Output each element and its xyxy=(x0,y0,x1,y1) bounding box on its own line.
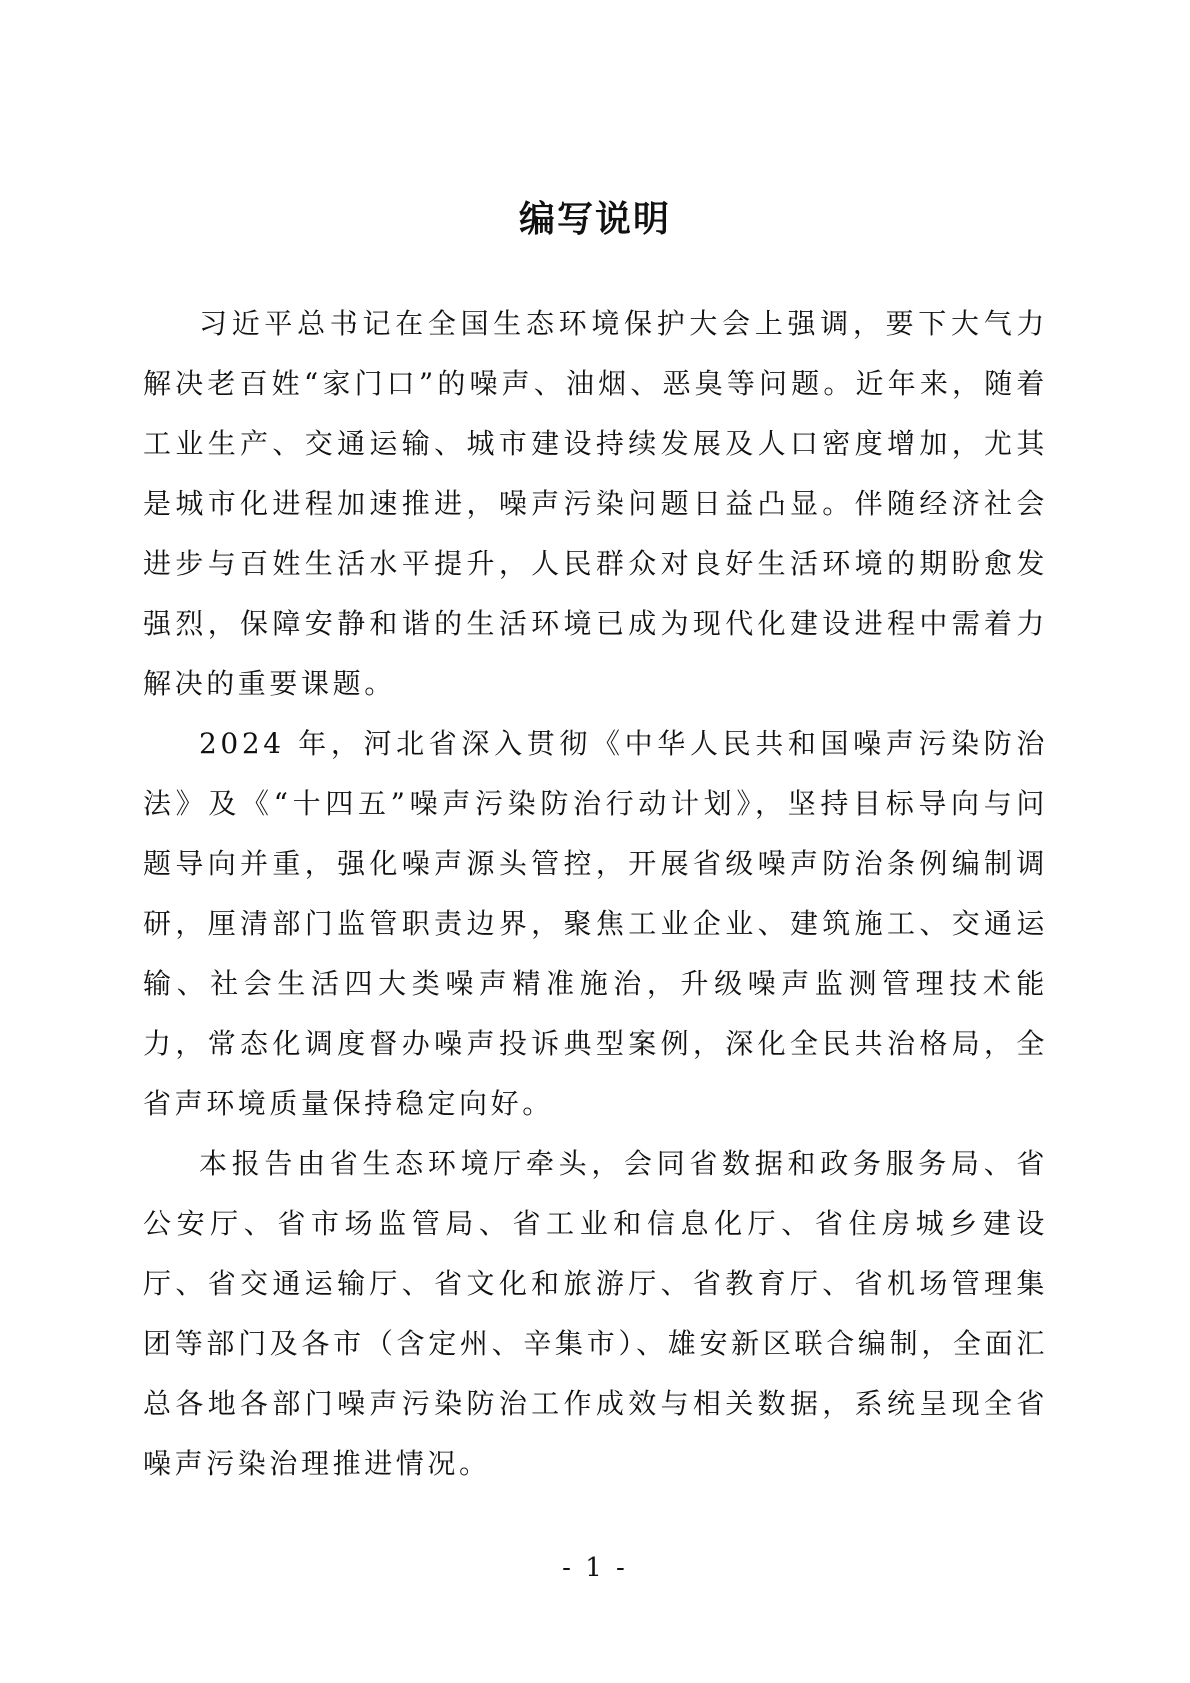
page-number: - 1 - xyxy=(562,1553,628,1583)
paragraph-2: 2024 年，河北省深入贯彻《中华人民共和国噪声污染防治法》及《“十四五”噪声污染防治行动计划》，坚持目标导向与问题导向并重，强化噪声源头管控，开展省级噪声防治条例编制调研，厘清部门监管职责边界，聚焦工业企业、建筑施工、交通运输、社会生活四大类噪声精准施治，升级噪声监测管理技术能力，常态化调度督办噪声投诉典型案例，深化全民共治格局，全省声环境质量保持稳定向好。 xyxy=(143,727,1048,1120)
document-body xyxy=(143,294,1048,1494)
document-title: 编写说明 xyxy=(518,199,671,240)
paragraph-3: 本报告由省生态环境厅牵头，会同省数据和政务服务局、省公安厅、省市场监管局、省工业和信息化厅、省住房城乡建设厅、省交通运输厅、省文化和旅游厅、省教育厅、省机场管理集团等部门及各市（含定州、辛集市）、雄安新区联合编制，全面汇总各地各部门噪声污染防治工作成效与相关数据，系统呈现全省噪声污染治理推进情况。 xyxy=(143,1147,1048,1480)
paragraph-1: 习近平总书记在全国生态环境保护大会上强调，要下大气力解决老百姓“家门口”的噪声、油烟、恶臭等问题。近年来，随着工业生产、交通运输、城市建设持续发展及人口密度增加，尤其是城市化进程加速推进，噪声污染问题日益凸显。伴随经济社会进步与百姓生活水平提升，人民群众对良好生活环境的期盼愈发强烈，保障安静和谐的生活环境已成为现代化建设进程中需着力解决的重要课题。 xyxy=(143,307,1048,700)
